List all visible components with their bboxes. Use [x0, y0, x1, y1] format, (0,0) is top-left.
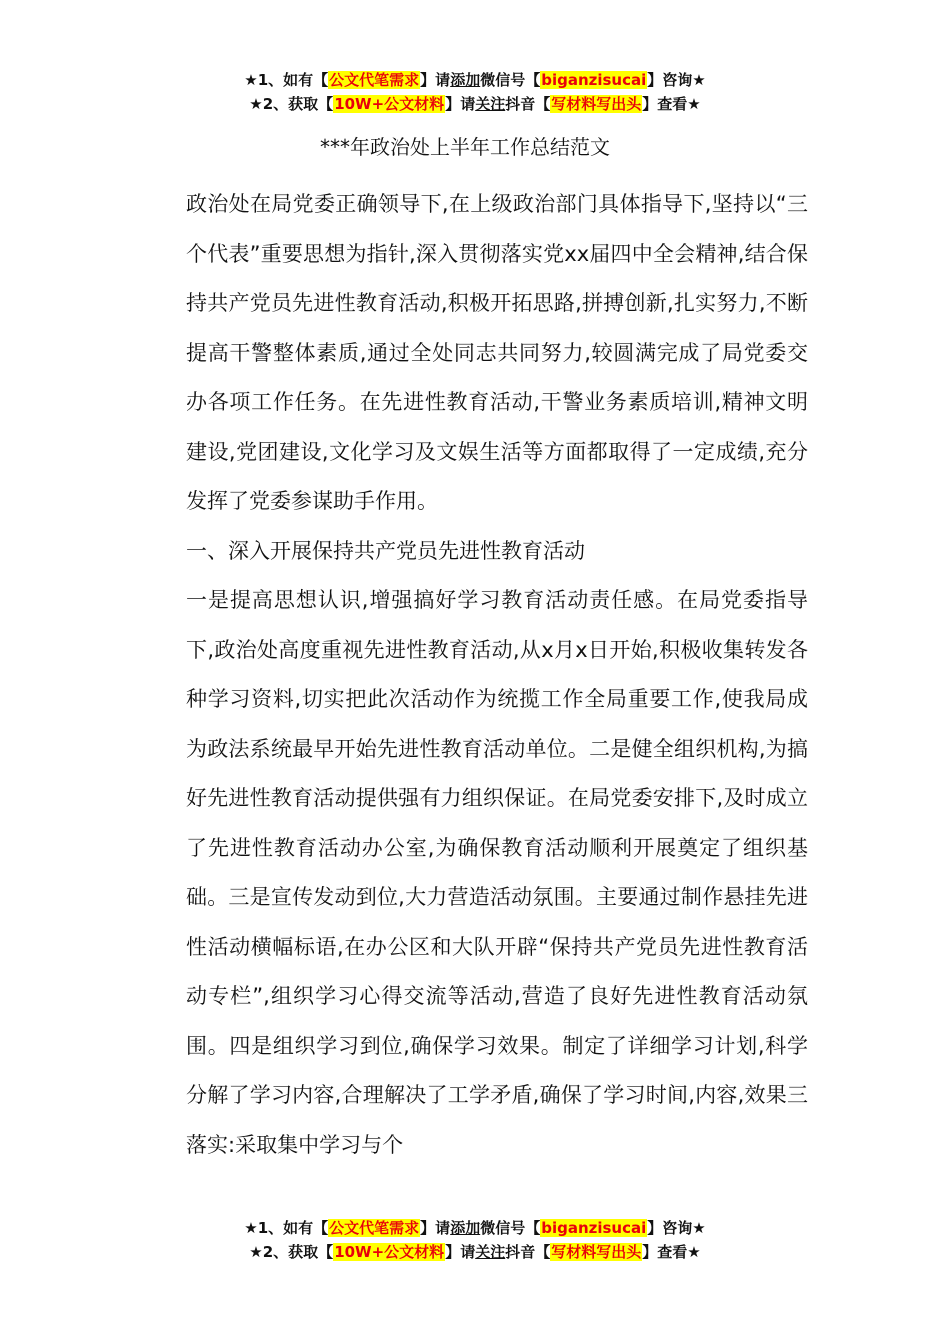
- banner-line-2: [0, 92, 950, 116]
- banner-highlight: 公文代笔需求: [329, 1219, 420, 1237]
- banner-text: 抖音【: [505, 1243, 551, 1261]
- banner-text: ★2、获取【: [249, 95, 334, 113]
- banner-text: 】咨询★: [647, 1219, 706, 1237]
- banner-text: 】咨询★: [647, 71, 706, 89]
- header-banner: [0, 68, 950, 116]
- banner-line-1: [0, 68, 950, 92]
- banner-text: 微信号【: [480, 1219, 541, 1237]
- banner-highlight: 写材料写出头: [551, 95, 642, 113]
- banner-text: ★2、获取【: [249, 1243, 334, 1261]
- banner-text: ★1、如有【: [244, 71, 329, 89]
- banner-underlined-text: 添加: [450, 71, 481, 89]
- banner-text: 】查看★: [642, 95, 701, 113]
- banner-text: ★1、如有【: [244, 1219, 329, 1237]
- banner-underlined-text: 添加: [450, 1219, 481, 1237]
- document-title: ***年政治处上半年工作总结范文: [320, 135, 610, 159]
- document-body: [186, 180, 808, 1170]
- banner-underlined-text: 关注: [475, 95, 506, 113]
- banner-text: 抖音【: [505, 95, 551, 113]
- banner-underlined-text: 关注: [475, 1243, 506, 1261]
- banner-text: 】请: [445, 95, 476, 113]
- banner-text: 】查看★: [642, 1243, 701, 1261]
- banner-highlight: biganzisucai: [541, 1219, 647, 1237]
- section-heading: 一、深入开展保持共产党员先进性教育活动: [186, 538, 585, 563]
- banner-highlight: 10W+公文材料: [334, 95, 445, 113]
- banner-text: 微信号【: [480, 71, 541, 89]
- banner-line-2: [0, 1240, 950, 1264]
- banner-line-1: [0, 1216, 950, 1240]
- section-paragraph: 一是提高思想认识,增强搞好学习教育活动责任感。在局党委指导下,政治处高度重视先进性教育活动,从x月x日开始,积极收集转发各种学习资料,切实把此次活动作为统揽工作全局重要工作,使我局成为政法系统最早开始先进性教育活动单位。二是健全组织机构,为搞好先进性教育活动提供强有力组织保证。在局党委安排下,及时成立了先进性教育活动办公室,为确保教育活动顺利开展奠定了组织基础。三是宣传发动到位,大力营造活动氛围。主要通过制作悬挂先进性活动横幅标语,在办公区和大队开辟“保持共产党员先进性教育活动专栏”,组织学习心得交流等活动,营造了良好先进性教育活动氛围。四是组织学习到位,确保学习效果。制定了详细学习计划,科学分解了学习内容,合理解决了工学矛盾,确保了学习时间,内容,效果三落实:采取集中学习与个: [186, 588, 808, 1157]
- intro-paragraph: 政治处在局党委正确领导下,在上级政治部门具体指导下,坚持以“三个代表”重要思想为指针,深入贯彻落实党xx届四中全会精神,结合保持共产党员先进性教育活动,积极开拓思路,拼搏创新,扎实努力,不断提高干警整体素质,通过全处同志共同努力,较圆满完成了局党委交办各项工作任务。在先进性教育活动,干警业务素质培训,精神文明建设,党团建设,文化学习及文娱生活等方面都取得了一定成绩,充分发挥了党委参谋助手作用。: [186, 192, 808, 513]
- banner-text: 】请: [445, 1243, 476, 1261]
- banner-highlight: 公文代笔需求: [329, 71, 420, 89]
- banner-highlight: 10W+公文材料: [334, 1243, 445, 1261]
- banner-text: 】请: [420, 71, 451, 89]
- banner-highlight: 写材料写出头: [551, 1243, 642, 1261]
- footer-banner: [0, 1216, 950, 1264]
- banner-highlight: biganzisucai: [541, 71, 647, 89]
- banner-text: 】请: [420, 1219, 451, 1237]
